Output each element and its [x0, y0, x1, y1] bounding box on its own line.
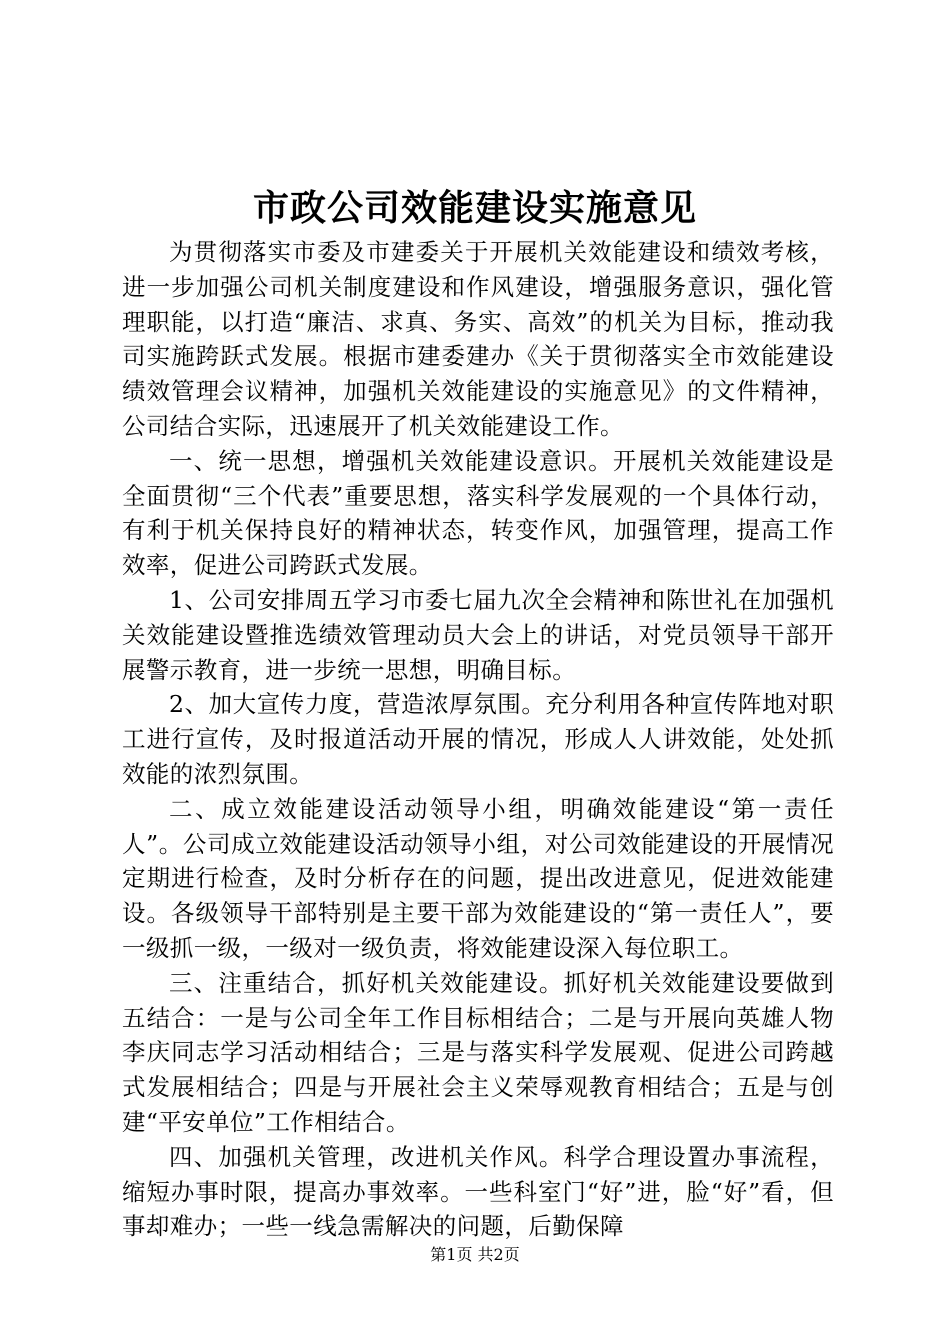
paragraph-section-1: 一、统一思想，增强机关效能建设意识。开展机关效能建设是全面贯彻“三个代表”重要思想，落实科学发展观的一个具体行动，有利于机关保持良好的精神状态，转变作风，加强管理，提高工作效率，促进公司跨跃式发展。: [122, 446, 834, 580]
paragraph-item-1: 1、公司安排周五学习市委七届九次全会精神和陈世礼在加强机关效能建设暨推选绩效管理动员大会上的讲话，对党员领导干部开展警示教育，进一步统一思想，明确目标。: [122, 585, 834, 684]
document-title: 市政公司效能建设实施意见: [252, 187, 697, 229]
paragraph-section-2: 二、成立效能建设活动领导小组，明确效能建设“第一责任人”。公司成立效能建设活动领导小组，对公司效能建设的开展情况定期进行检查，及时分析存在的问题，提出改进意见，促进效能建设。各级领导干部特别是主要干部为效能建设的“第一责任人”，要一级抓一级，一级对一级负责，将效能建设深入每位职工。: [122, 794, 834, 962]
paragraph-section-3: 三、注重结合，抓好机关效能建设。抓好机关效能建设要做到五结合：一是与公司全年工作目标相结合；二是与开展向英雄人物李庆同志学习活动相结合；三是与落实科学发展观、促进公司跨越式发展相结合；四是与开展社会主义荣辱观教育相结合；五是与创建“平安单位”工作相结合。: [122, 968, 834, 1136]
paragraph-intro: 为贯彻落实市委及市建委关于开展机关效能建设和绩效考核，进一步加强公司机关制度建设和作风建设，增强服务意识，强化管理职能，以打造“廉洁、求真、务实、高效”的机关为目标，推动我司实施跨跃式发展。根据市建委建办《关于贯彻落实全市效能建设绩效管理会议精神，加强机关效能建设的实施意见》的文件精神，公司结合实际，迅速展开了机关效能建设工作。: [122, 238, 834, 440]
document-body: [122, 235, 834, 1244]
page-footer: 第1页 共2页: [430, 1245, 520, 1264]
paragraph-section-4: 四、加强机关管理，改进机关作风。科学合理设置办事流程，缩短办事时限，提高办事效率。一些科室门“好”进，脸“好”看，但事却难办；一些一线急需解决的问题，后勤保障: [122, 1142, 834, 1241]
paragraph-item-2: 2、加大宣传力度，营造浓厚氛围。充分利用各种宣传阵地对职工进行宣传，及时报道活动开展的情况，形成人人讲效能，处处抓效能的浓烈氛围。: [122, 690, 834, 788]
